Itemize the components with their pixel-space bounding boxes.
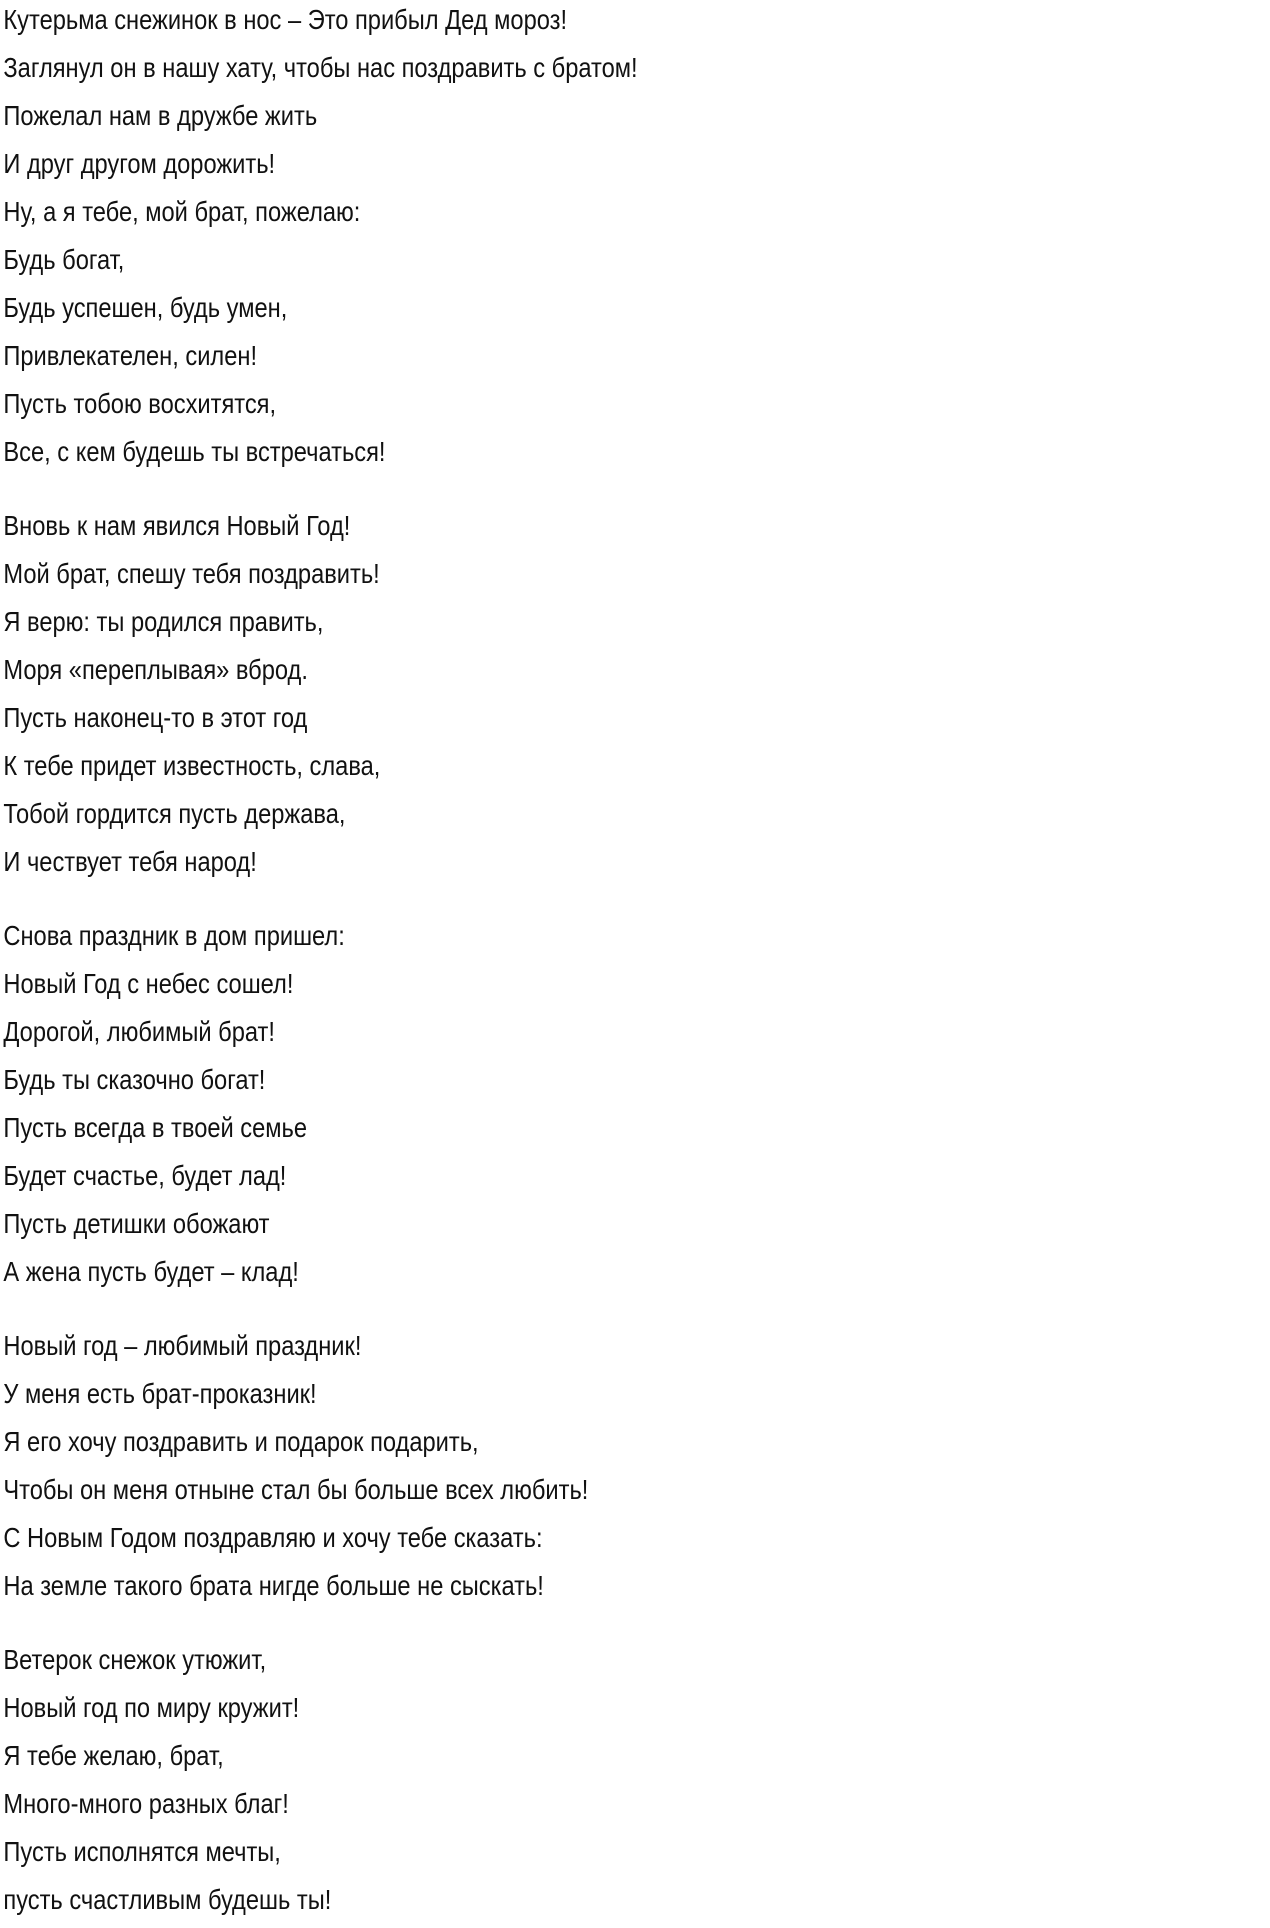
poem-line: Пожелал нам в дружбе жить (3, 100, 318, 131)
poem-line: Я верю: ты родился править, (3, 606, 324, 637)
poem-line: Пусть исполнятся мечты, (3, 1836, 281, 1867)
poem-line: Новый год по миру кружит! (3, 1692, 300, 1723)
stanza (3, 502, 1270, 886)
poem-line: Ну, а я тебе, мой брат, пожелаю: (3, 196, 361, 227)
poem-line: Мой брат, спешу тебя поздравить! (3, 558, 380, 589)
poem-line: Ветерок снежок утюжит, (3, 1644, 267, 1675)
poem-line: Будь богат, (3, 244, 125, 275)
poem-line: Моря «переплывая» вброд. (3, 654, 308, 685)
poem-line: пусть счастливым будешь ты! (3, 1884, 332, 1915)
poem-line: А жена пусть будет – клад! (3, 1256, 299, 1287)
stanza (3, 1322, 1270, 1610)
poem-line: Вновь к нам явился Новый Год! (3, 510, 351, 541)
poem-line: Пусть всегда в твоей семье (3, 1112, 308, 1143)
poem-line: Привлекателен, силен! (3, 340, 258, 371)
stanza (3, 912, 1270, 1296)
poem-line: Чтобы он меня отныне стал бы больше всех любить! (3, 1474, 589, 1505)
poem-line: Пусть наконец-то в этот год (3, 702, 308, 733)
poem-line: Тобой гордится пусть держава, (3, 798, 346, 829)
poem-line: На земле такого брата нигде больше не сыскать! (3, 1570, 544, 1601)
stanza (3, 0, 1270, 476)
poem-line: Новый год – любимый праздник! (3, 1330, 362, 1361)
poem-line: Будь успешен, будь умен, (3, 292, 288, 323)
stanza (3, 1636, 1270, 1924)
poem-text (3, 0, 1270, 1924)
poem-line: И друг другом дорожить! (3, 148, 276, 179)
poem-line: Снова праздник в дом пришел: (3, 920, 345, 951)
poem-line: Дорогой, любимый брат! (3, 1016, 275, 1047)
poem-line: Будь ты сказочно богат! (3, 1064, 266, 1095)
poem-line: Пусть детишки обожают (3, 1208, 270, 1239)
poem-line: Кутерьма снежинок в нос – Это прибыл Дед мороз! (3, 4, 568, 35)
poem-line: Я его хочу поздравить и подарок подарить, (3, 1426, 479, 1457)
poem-line: К тебе придет известность, слава, (3, 750, 381, 781)
poem-line: Я тебе желаю, брат, (3, 1740, 224, 1771)
poem-line: Новый Год с небес сошел! (3, 968, 294, 999)
poem-line: И чествует тебя народ! (3, 846, 257, 877)
poem-line: У меня есть брат-проказник! (3, 1378, 317, 1409)
poem-line: Будет счастье, будет лад! (3, 1160, 287, 1191)
poem-line: Пусть тобою восхитятся, (3, 388, 277, 419)
poem-line: Заглянул он в нашу хату, чтобы нас поздравить с братом! (3, 52, 638, 83)
poem-line: С Новым Годом поздравляю и хочу тебе сказать: (3, 1522, 543, 1553)
poem-line: Много-много разных благ! (3, 1788, 289, 1819)
poem-line: Все, с кем будешь ты встречаться! (3, 436, 386, 467)
